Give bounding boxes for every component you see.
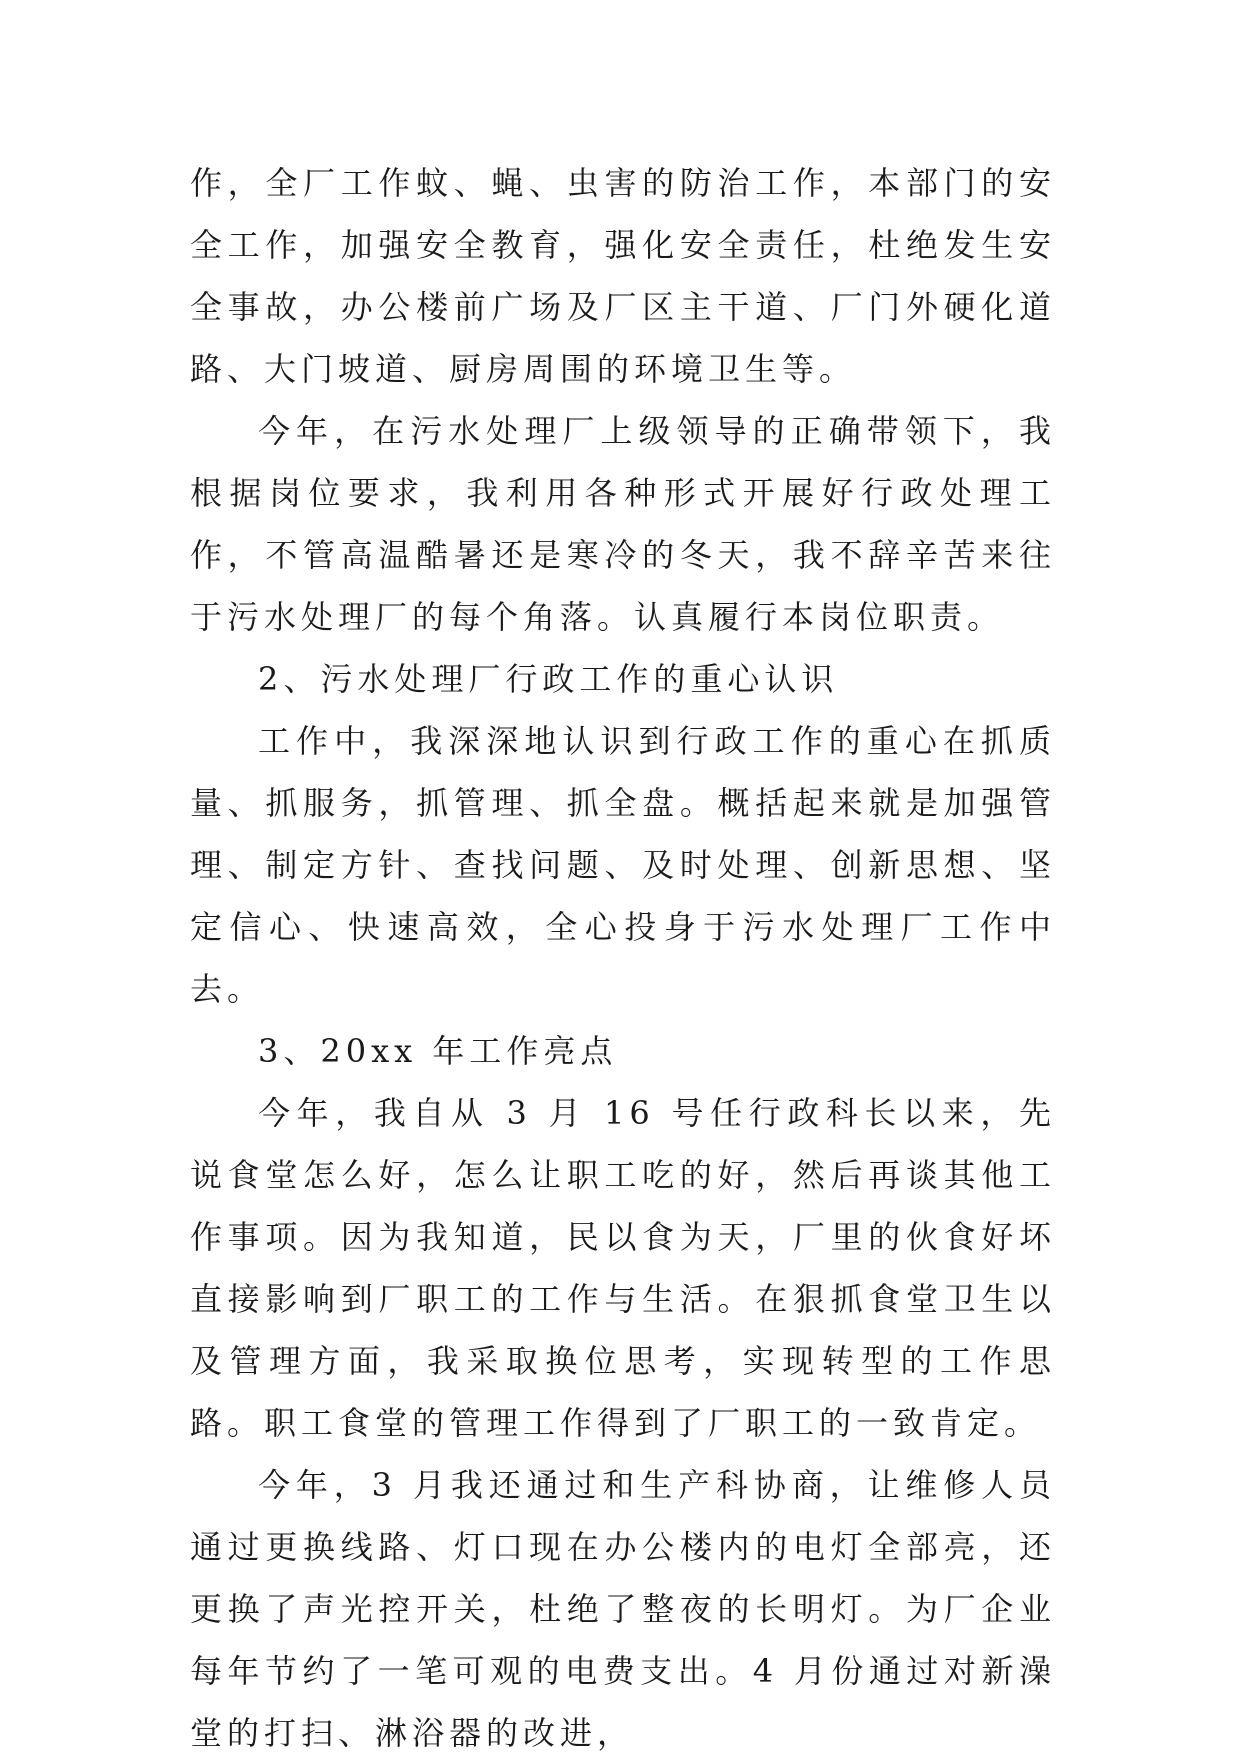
paragraph-5: 今年，3 月我还通过和生产科协商，让维修人员通过更换线路、灯口现在办公楼内的电灯全部亮，还更换了声光控开关，杜绝了整夜的长明灯。为厂企业每年节约了一笔可观的电费支出。4 月份通过对新澡堂的打扫、淋浴器的改进， xyxy=(190,1466,1056,1752)
section-heading-2: 2、污水处理厂行政工作的重心认识 xyxy=(258,660,839,698)
paragraph-1: 作，全厂工作蚊、蝇、虫害的防治工作，本部门的安全工作，加强安全教育，强化安全责任，杜绝发生安全事故，办公楼前广场及厂区主干道、厂门外硬化道路、大门坡道、厨房周围的环境卫生等。 xyxy=(190,164,1056,388)
document-page xyxy=(190,152,1056,1764)
paragraph-3: 工作中，我深深地认识到行政工作的重心在抓质量、抓服务，抓管理、抓全盘。概括起来就是加强管理、制定方针、查找问题、及时处理、创新思想、坚定信心、快速高效，全心投身于污水处理厂工作中去。 xyxy=(190,722,1056,1008)
paragraph-4: 今年，我自从 3 月 16 号任行政科长以来，先说食堂怎么好，怎么让职工吃的好，然后再谈其他工作事项。因为我知道，民以食为天，厂里的伙食好坏直接影响到厂职工的工作与生活。在狠抓食堂卫生以及管理方面，我采取换位思考，实现转型的工作思路。职工食堂的管理工作得到了厂职工的一致肯定。 xyxy=(190,1094,1056,1442)
paragraph-2: 今年，在污水处理厂上级领导的正确带领下，我根据岗位要求，我利用各种形式开展好行政处理工作，不管高温酷暑还是寒冷的冬天，我不辞辛苦来往于污水处理厂的每个角落。认真履行本岗位职责。 xyxy=(190,412,1056,636)
section-heading-3: 3、20xx 年工作亮点 xyxy=(258,1032,618,1070)
